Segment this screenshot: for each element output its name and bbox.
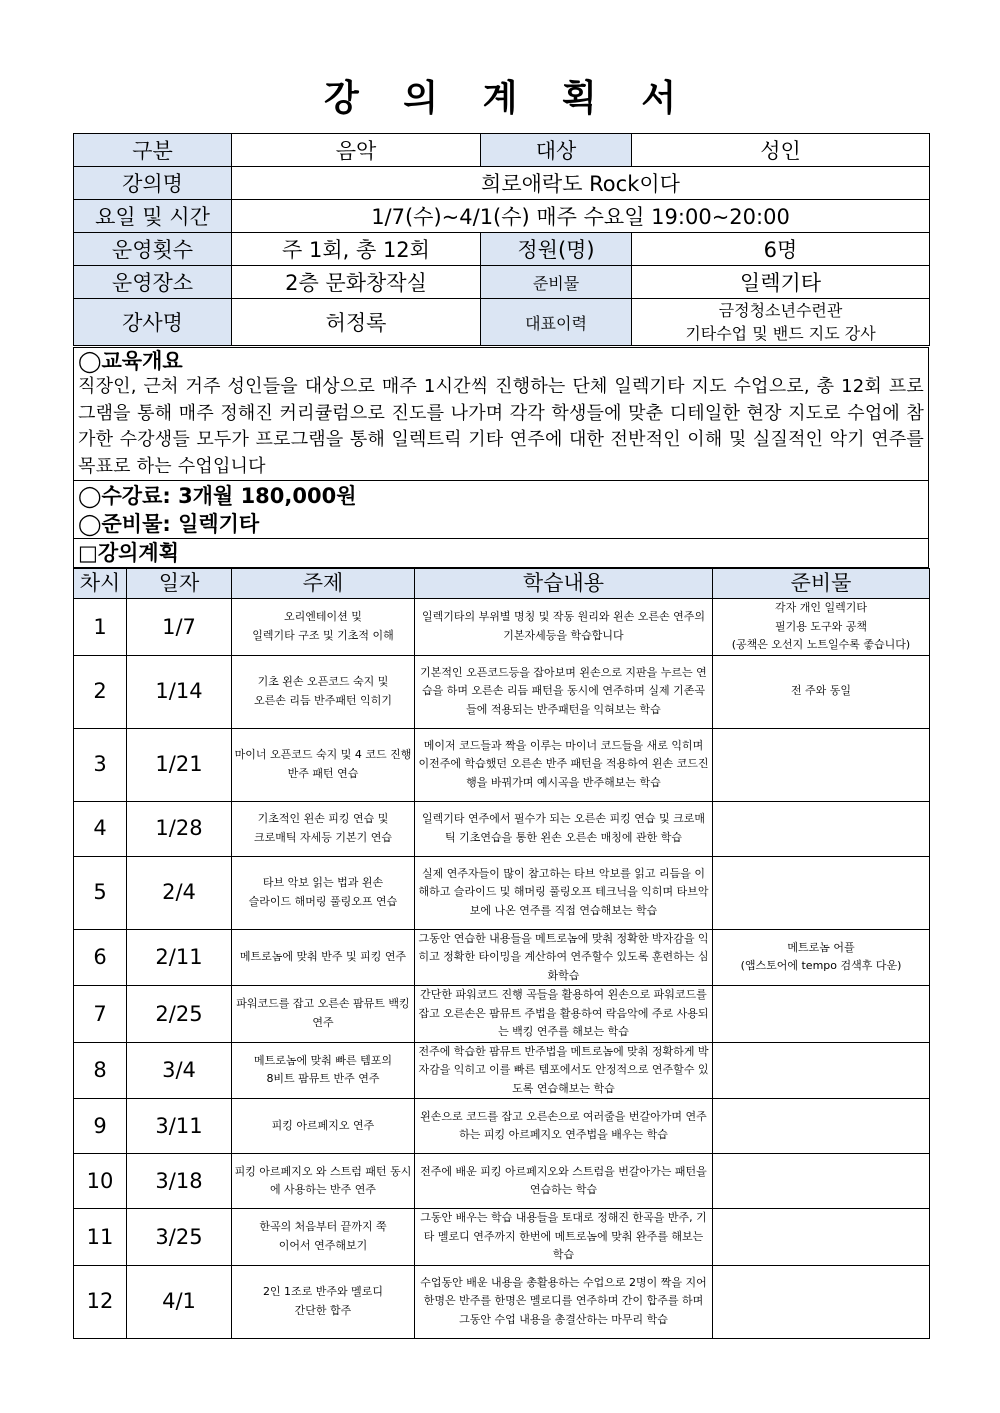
row-date [127, 728, 232, 801]
row-content-text: 간단한 파워코드 진행 곡들을 활용하여 왼손으로 파워코드를 잡고 오른손은 팜뮤트 주법을 활용하여 락음악에 주로 사용되는 백킹 연주를 해보는 학습 [418, 988, 709, 1038]
row-number [74, 1209, 127, 1266]
sessions-label: 운영횟수 [74, 233, 232, 266]
row-date-text: 3/4 [162, 1058, 196, 1082]
row-content [415, 929, 713, 986]
row-topic-text: 메트로놈에 맞춰 반주 및 피킹 연주 [239, 950, 407, 963]
row-content-text: 왼손으로 코드를 잡고 오른손으로 여러줄을 번갈아가며 연주하는 피킹 아르페지오 연주법을 배우는 학습 [420, 1109, 707, 1141]
prep-label: 준비물 [481, 266, 632, 299]
row-content-text: 전주에 배운 피킹 아르페지오와 스트럼을 번갈아가는 패턴을 연습하는 학습 [420, 1164, 707, 1196]
row-content [415, 1209, 713, 1266]
row-content [415, 1265, 713, 1338]
header-prep: 준비물 [713, 569, 930, 599]
schedule-row [74, 1042, 930, 1099]
capacity-label: 정원(명) [481, 233, 632, 266]
row-content [415, 1099, 713, 1154]
row-prep [713, 856, 930, 929]
row-content-text: 그동안 배우는 학습 내용들을 토대로 정해진 한곡을 반주, 기타 멜로디 연주까지 한번에 메트로놈에 맞춰 완주를 해보는 학습 [420, 1211, 707, 1261]
row-number [74, 1265, 127, 1338]
category-value: 음악 [232, 134, 481, 167]
row-prep [713, 801, 930, 856]
row-number [74, 856, 127, 929]
row-number [74, 655, 127, 728]
row-number-text: 3 [93, 752, 107, 777]
place-label: 운영장소 [74, 266, 232, 299]
row-content [415, 1154, 713, 1209]
instructor-value: 허정록 [232, 299, 481, 346]
row-prep [713, 728, 930, 801]
row-prep [713, 986, 930, 1043]
row-topic [232, 599, 415, 656]
row-topic-text: 피킹 아르페지오 연주 [271, 1118, 375, 1132]
row-prep-text: 메트로놈 어플 (앱스토어에 tempo 검색후 다운) [740, 940, 902, 973]
row-number [74, 986, 127, 1043]
schedule-row [74, 986, 930, 1043]
row-prep [713, 1209, 930, 1266]
row-content [415, 599, 713, 656]
row-date [127, 1265, 232, 1338]
row-number-text: 1 [93, 614, 107, 639]
row-topic-text: 한곡의 처음부터 끝까지 쭉 이어서 연주해보기 [259, 1220, 387, 1252]
row-topic [232, 986, 415, 1043]
course-label: 강의명 [74, 167, 232, 200]
prep-value: 일렉기타 [632, 266, 930, 299]
row-date [127, 1099, 232, 1154]
schedule-row [74, 856, 930, 929]
schedule-table [73, 568, 930, 1339]
row-topic-text: 기초적인 왼손 피킹 연습 및 크로매틱 자세등 기본기 연습 [253, 812, 392, 844]
row-date [127, 1209, 232, 1266]
target-label: 대상 [481, 134, 632, 167]
row-topic [232, 728, 415, 801]
row-topic-text: 기초 왼손 오픈코드 숙지 및 오른손 리듬 반주패턴 익히기 [253, 675, 392, 707]
row-number [74, 1042, 127, 1099]
instructor-label: 강사명 [74, 299, 232, 346]
prep-text: ◯준비물: 일렉기타 [78, 511, 260, 536]
career-line-2: 기타수업 및 밴드 지도 강사 [685, 324, 876, 343]
row-content-text: 일렉기타의 부위별 명칭 및 작동 원리와 왼손 오른손 연주의 기본자세등을 학습합니다 [422, 610, 705, 642]
row-content [415, 728, 713, 801]
row-number-text: 11 [86, 1224, 114, 1249]
info-table [73, 133, 930, 346]
row-prep-text: 각자 개인 일렉기타 필기용 도구와 공책 (공책은 오선지 노트일수록 좋습니다) [731, 601, 911, 651]
row-content-text: 일렉기타 연주에서 필수가 되는 오른손 피킹 연습 및 크로매틱 기초연습을 통한 왼손 오른손 매칭에 관한 학습 [422, 812, 705, 844]
row-number-text: 8 [93, 1058, 107, 1082]
row-date [127, 1042, 232, 1099]
row-date-text: 1/28 [155, 816, 203, 841]
row-topic [232, 929, 415, 986]
row-topic [232, 801, 415, 856]
page-title: 강 의 계 획 서 [323, 78, 692, 119]
row-topic [232, 1209, 415, 1266]
row-topic [232, 1265, 415, 1338]
row-topic-text: 피킹 아르페지오 와 스트럼 패턴 동시에 사용하는 반주 연주 [234, 1164, 412, 1196]
row-number-text: 9 [93, 1113, 107, 1138]
row-number-text: 2 [93, 679, 107, 704]
overview-body: 직장인, 근처 거주 성인들을 대상으로 매주 1시간씩 진행하는 단체 일렉기타 지도 수업으로, 총 12회 프로그램을 통해 매주 정해진 커리큘럼으로 진도를 나가며 각각 학생들에 맞춘 디테일한 현장 지도로 수업에 참가한 수강생들 모두가 프로그램을 통해 일렉트릭 기타 연주에 대한 전반적인 이해 및 실질적인 악기 연주를 목표로 하는 수업입니다 [78, 376, 924, 477]
row-number-text: 5 [93, 880, 107, 905]
row-date [127, 655, 232, 728]
row-topic-text: 오리엔테이션 및 일렉기타 구조 및 기초적 이해 [252, 610, 394, 642]
career-label: 대표이력 [481, 299, 632, 346]
row-number-text: 12 [86, 1289, 114, 1314]
target-value: 성인 [632, 134, 930, 167]
row-number-text: 6 [93, 945, 107, 969]
row-number-text: 10 [86, 1168, 114, 1193]
row-topic-text: 2인 1조로 반주와 멜로디 간단한 합주 [262, 1285, 384, 1317]
career-value [632, 299, 930, 346]
row-date-text: 1/14 [155, 679, 203, 704]
category-label: 구분 [74, 134, 232, 167]
header-date: 일자 [127, 569, 232, 599]
row-content-text: 메이저 코드들과 짝을 이루는 마이너 코드들을 새로 익히며 이전주에 학습했던 오른손 반주 패턴을 적용하여 왼손 코드진행을 바꿔가며 예시곡을 반주해보는 학습 [418, 738, 709, 789]
row-content-text: 전주에 학습한 팜뮤트 반주법을 메트로놈에 맞춰 정확하게 박자감을 익히고 이를 빠른 템포에서도 안정적으로 연주할수 있도록 연습해보는 학습 [418, 1044, 709, 1095]
course-value: 희로애락도 Rock이다 [232, 167, 930, 200]
overview-table [73, 347, 929, 568]
fee-section [74, 481, 929, 539]
row-prep [713, 1042, 930, 1099]
schedule-row [74, 1265, 930, 1338]
schedule-row [74, 728, 930, 801]
row-content [415, 655, 713, 728]
row-topic [232, 655, 415, 728]
overview-section [74, 348, 929, 481]
row-number [74, 801, 127, 856]
row-date [127, 599, 232, 656]
row-prep [713, 1265, 930, 1338]
schedule-row [74, 1154, 930, 1209]
row-number-text: 4 [93, 816, 107, 841]
row-number [74, 599, 127, 656]
row-topic [232, 1154, 415, 1209]
row-number [74, 929, 127, 986]
row-number [74, 1154, 127, 1209]
row-content [415, 1042, 713, 1099]
time-label: 요일 및 시간 [74, 200, 232, 233]
row-date [127, 856, 232, 929]
row-date-text: 3/25 [155, 1224, 203, 1249]
row-content-text: 기본적인 오픈코드등을 잡아보며 왼손으로 지판을 누르는 연습을 하며 오른손 리듬 패턴을 동시에 연주하며 실제 기존곡들에 적용되는 반주패턴을 익혀보는 학습 [420, 665, 707, 716]
row-prep [713, 655, 930, 728]
row-topic-text: 파워코드를 잡고 오른손 팜뮤트 백킹 연주 [236, 997, 410, 1029]
schedule-row [74, 1099, 930, 1154]
row-topic-text: 마이너 오픈코드 숙지 및 4 코드 진행 반주 패턴 연습 [234, 748, 412, 780]
schedule-row [74, 801, 930, 856]
header-content: 학습내용 [415, 569, 713, 599]
row-topic [232, 1099, 415, 1154]
row-topic-text: 메트로놈에 맞춰 빠른 템포의 8비트 팜뮤트 반주 연주 [253, 1053, 392, 1086]
row-date [127, 801, 232, 856]
row-date [127, 986, 232, 1043]
plan-heading: □강의계획 [74, 539, 929, 568]
row-date-text: 2/4 [162, 880, 196, 905]
row-content [415, 856, 713, 929]
row-topic-text: 타브 악보 읽는 법과 왼손 슬라이드 해머링 풀링오프 연습 [248, 876, 398, 908]
row-content-text: 그동안 연습한 내용들을 메트로놈에 맞춰 정확한 박자감을 익히고 정확한 타이밍을 계산하여 연주할수 있도록 훈련하는 심화학습 [418, 931, 709, 982]
career-line-1: 금정청소년수련관 [718, 301, 843, 320]
header-no: 차시 [74, 569, 127, 599]
row-date-text: 1/7 [162, 614, 196, 639]
row-date [127, 1154, 232, 1209]
schedule-row [74, 929, 930, 986]
row-topic [232, 856, 415, 929]
schedule-row [74, 1209, 930, 1266]
row-date-text: 4/1 [162, 1289, 196, 1314]
row-prep [713, 929, 930, 986]
header-topic: 주제 [232, 569, 415, 599]
row-number [74, 728, 127, 801]
row-prep [713, 1154, 930, 1209]
row-date-text: 2/25 [155, 1001, 203, 1026]
row-content-text: 수업동안 배운 내용을 총활용하는 수업으로 2명이 짝을 지어 한명은 반주를 한명은 멜로디를 연주하며 간이 합주를 하며 그동안 수업 내용을 총결산하는 마무리 학습 [420, 1275, 707, 1326]
row-prep [713, 599, 930, 656]
row-topic [232, 1042, 415, 1099]
row-date-text: 3/11 [155, 1113, 203, 1138]
place-value: 2층 문화창작실 [232, 266, 481, 299]
schedule-body [74, 599, 930, 1339]
schedule-row [74, 655, 930, 728]
fee-text: ◯수강료: 3개월 180,000원 [78, 483, 357, 508]
row-content-text: 실제 연주자들이 많이 참고하는 타브 악보를 읽고 리듬을 이해하고 슬라이드 및 해머링 풀링오프 테크닉을 익히며 타브악보에 나온 연주를 직접 연습해보는 학습 [418, 866, 709, 917]
row-prep-text: 전 주와 동일 [790, 684, 852, 698]
sessions-value: 주 1회, 총 12회 [232, 233, 481, 266]
row-content [415, 801, 713, 856]
row-date-text: 3/18 [155, 1168, 203, 1193]
capacity-value: 6명 [632, 233, 930, 266]
row-number [74, 1099, 127, 1154]
row-prep [713, 1099, 930, 1154]
row-date-text: 1/21 [155, 752, 203, 777]
row-number-text: 7 [93, 1001, 107, 1026]
overview-heading: ◯교육개요 [78, 349, 183, 373]
time-value: 1/7(수)~4/1(수) 매주 수요일 19:00~20:00 [232, 200, 930, 233]
row-date-text: 2/11 [155, 945, 203, 969]
row-date [127, 929, 232, 986]
schedule-row [74, 599, 930, 656]
row-content [415, 986, 713, 1043]
